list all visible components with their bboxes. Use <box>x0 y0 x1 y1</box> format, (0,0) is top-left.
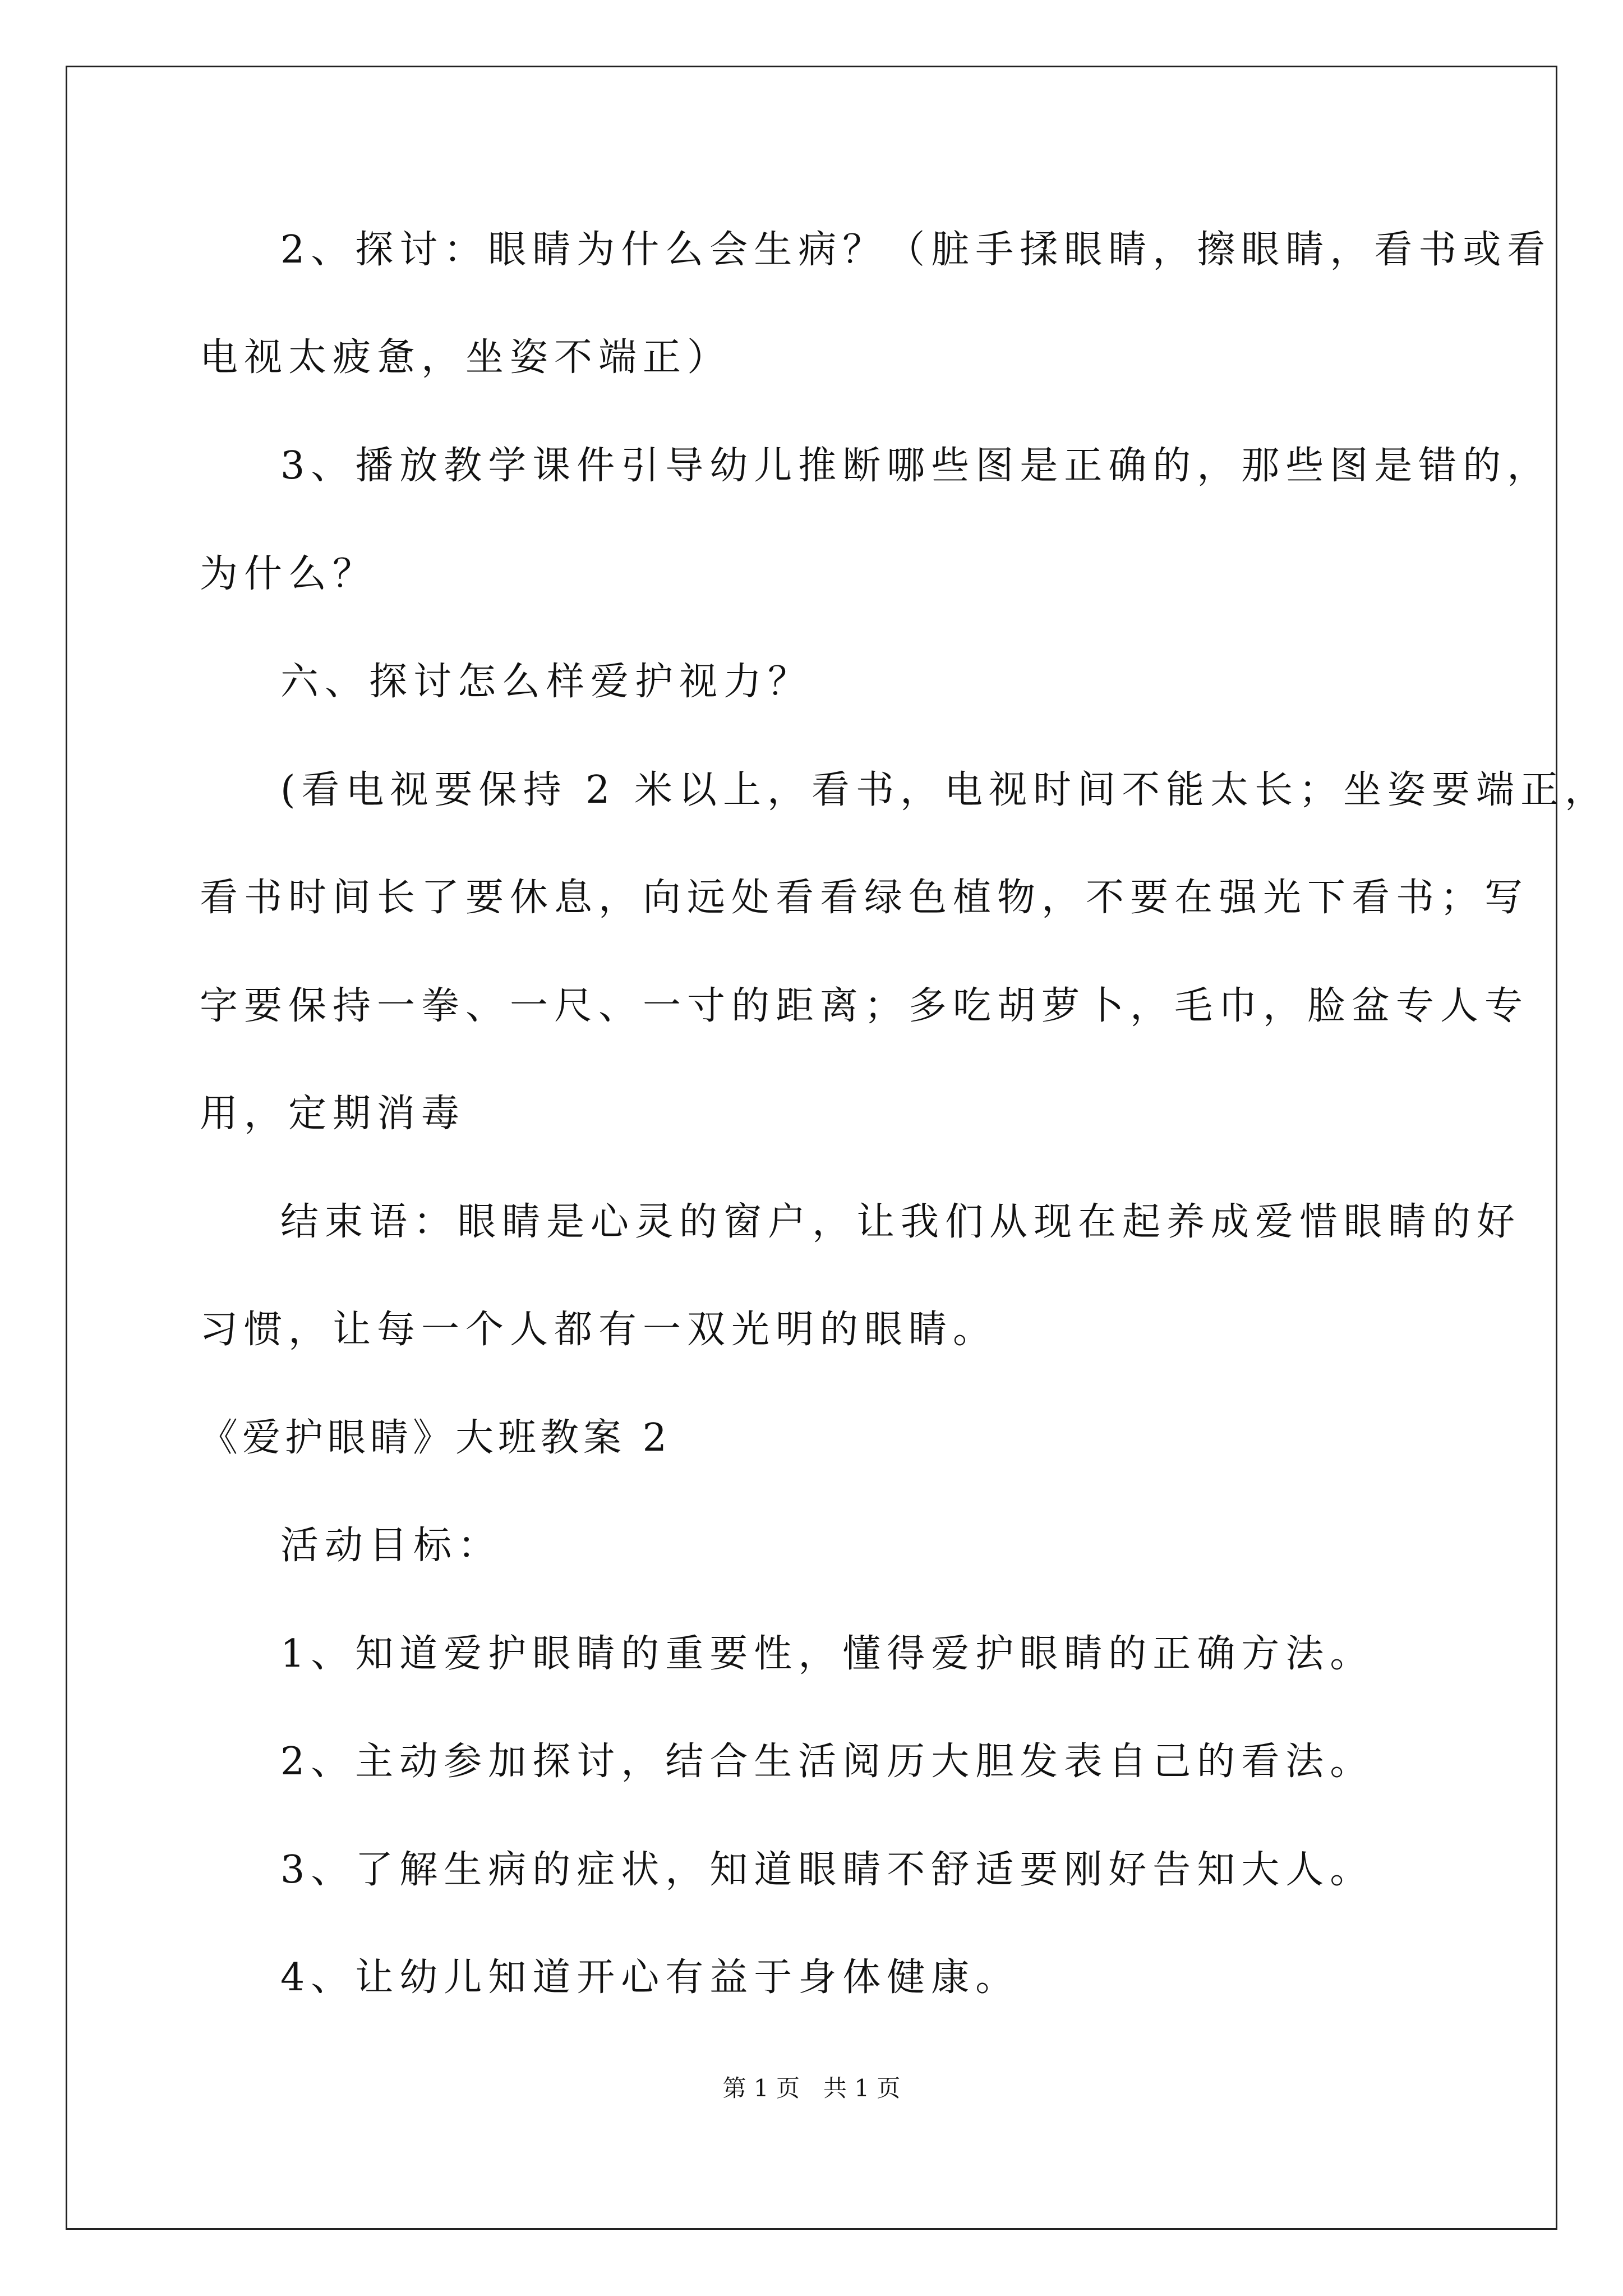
text-line: 结束语：眼睛是心灵的窗户，让我们从现在起养成爱惜眼睛的好 <box>280 1200 1521 1244</box>
text-line: 为什么？ <box>200 552 377 596</box>
text-line: (看电视要保持 2 米以上，看书，电视时间不能太长；坐姿要端正， <box>280 768 1610 812</box>
text-line: 习惯，让每一个人都有一双光明的眼睛。 <box>200 1308 998 1352</box>
text-line: 电视太疲惫，坐姿不端正） <box>200 335 732 380</box>
text-line: 字要保持一拳、一尺、一寸的距离；多吃胡萝卜，毛巾，脸盆专人专 <box>200 984 1529 1028</box>
text-line: 2、探讨：眼睛为什么会生病？（脏手揉眼睛，擦眼睛，看书或看 <box>280 228 1552 272</box>
text-line: 3、播放教学课件引导幼儿推断哪些图是正确的，那些图是错的， <box>280 444 1552 488</box>
text-line: 3、了解生病的症状，知道眼睛不舒适要刚好告知大人。 <box>280 1848 1375 1892</box>
page-border <box>66 66 1557 2230</box>
text-line: 六、探讨怎么样爱护视力？ <box>280 660 813 704</box>
text-line: 1、知道爱护眼睛的重要性，懂得爱护眼睛的正确方法。 <box>280 1632 1375 1676</box>
text-line: 4、让幼儿知道开心有益于身体健康。 <box>280 1955 1020 2000</box>
text-line: 2、主动参加探讨，结合生活阅历大胆发表自己的看法。 <box>280 1740 1375 1784</box>
text-line: 活动目标： <box>280 1524 502 1568</box>
section-heading: 《爱护眼睛》大班教案 2 <box>200 1416 671 1460</box>
page-number-footer: 第 1 页 共 1 页 <box>722 2074 901 2102</box>
text-line: 用，定期消毒 <box>200 1092 466 1136</box>
text-line: 看书时间长了要休息，向远处看看绿色植物，不要在强光下看书；写 <box>200 876 1529 920</box>
